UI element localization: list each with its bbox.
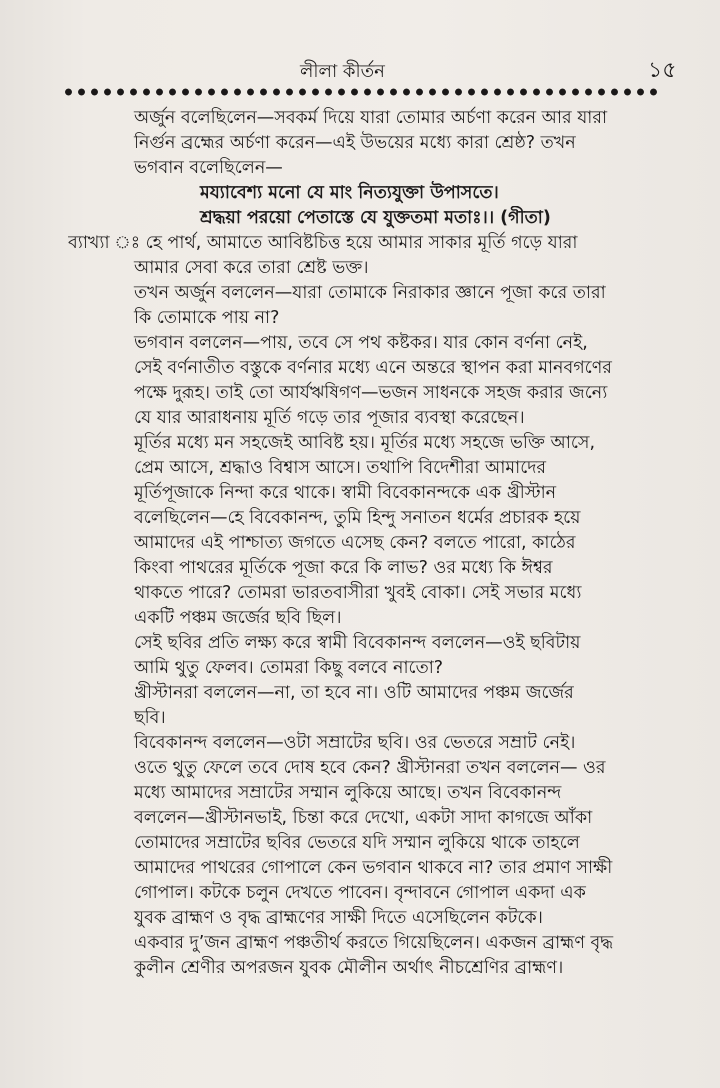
text-line: সেই ছবির প্রতি লক্ষ্য করে স্বামী বিবেকানন্দ বললেন—ওই ছবিটায় xyxy=(134,633,581,653)
text-line: থাকতে পারে? তোমরা ভারতবাসীরা খুবই বোকা। সেই সভার মধ্যে xyxy=(134,583,582,603)
text-line: যুবক ব্রাহ্মণ ও বৃদ্ধ ব্রাহ্মণের সাক্ষী দিতে এসেছিলেন কটকে। xyxy=(134,908,543,928)
text-line: একবার দু’জন ব্রাহ্মণ পঞ্চতীর্থ করতে গিয়েছিলেন। একজন ব্রাহ্মণ বৃদ্ধ xyxy=(134,933,614,953)
text-line: তখন অর্জুন বললেন—যারা তোমাকে নিরাকার জ্ঞানে পূজা করে তারা xyxy=(134,283,606,303)
text-line: ব্যাখ্যা ঃ হে পার্থ, আমাতে আবিষ্টচিত্ত হয়ে আমার সাকার মূর্তি গড়ে যারা xyxy=(68,233,578,253)
running-title: লীলা কীর্তন xyxy=(300,61,385,82)
text-line: বললেন—খ্রীস্টানভাই, চিন্তা করে দেখো, একটা সাদা কাগজে আঁকা xyxy=(134,808,593,828)
text-line: আমাদের পাথরের গোপালে কেন ভগবান থাকবে না? তার প্রমাণ সাক্ষী xyxy=(134,858,613,878)
verse-line: শ্রদ্ধয়া পরয়ো পেতাস্তে যে যুক্ততমা মতাঃ।। (গীতা) xyxy=(200,208,551,228)
dotted-divider xyxy=(62,86,660,98)
body-text xyxy=(68,106,662,981)
text-line: পক্ষে দুরূহ। তাই তো আর্যঋষিগণ—ভজন সাধনকে সহজ করার জন্যে xyxy=(134,383,608,403)
text-line: কুলীন শ্রেণীর অপরজন যুবক মৌলীন অর্থাৎ নীচশ্রেণির ব্রাহ্মণ। xyxy=(134,958,564,978)
text-line: কিংবা পাথরের মূর্তিকে পূজা করে কি লাভ? ওর মধ্যে কি ঈশ্বর xyxy=(134,558,553,578)
text-line: একটি পঞ্চম জর্জের ছবি ছিল। xyxy=(134,608,342,628)
text-line: প্রেম আসে, শ্রদ্ধাও বিশ্বাস আসে। তথাপি বিদেশীরা আমাদের xyxy=(134,458,547,478)
text-line: নির্গুন ব্রহ্মের অর্চণা করেন—এই উভয়ের মধ্যে কারা শ্রেষ্ঠ? তখন xyxy=(134,133,576,153)
verse-line: ময্যাবেশ্য মনো যে মাং নিত্যযুক্তা উপাসতে। xyxy=(200,183,499,203)
text-line: অর্জুন বলেছিলেন—সবকর্ম দিয়ে যারা তোমার অর্চণা করেন আর যারা xyxy=(134,108,608,128)
text-line: তোমাদের সম্রাটের ছবির ভেতরে যদি সম্মান লুকিয়ে থাকে তাহলে xyxy=(134,833,580,853)
text-line: বিবেকানন্দ বললেন—ওটা সম্রাটের ছবি। ওর ভেতরে সম্রাট নেই। xyxy=(134,733,576,753)
page-number: ১৫ xyxy=(648,58,677,83)
text-line: আমার সেবা করে তারা শ্রেষ্ট ভক্ত। xyxy=(134,258,369,278)
text-line: আমি থুতু ফেলব। তোমরা কিছু বলবে নাতো? xyxy=(134,658,444,678)
text-line: কি তোমাকে পায় না? xyxy=(134,308,280,328)
text-line: গোপাল। কটকে চলুন দেখতে পাবেন। বৃন্দাবনে গোপাল একদা এক xyxy=(134,883,586,903)
text-line: মধ্যে আমাদের সম্রাটের সম্মান লুকিয়ে আছে। তখন বিবেকানন্দ xyxy=(134,783,562,803)
text-line: যে যার আরাধনায় মূর্তি গড়ে তার পূজার ব্যবস্থা করেছেন। xyxy=(134,408,525,428)
text-line: সেই বর্ণনাতীত বস্তুকে বর্ণনার মধ্যে এনে অন্তরে স্থাপন করা মানবগণের xyxy=(134,358,612,378)
text-line: মূর্তিপূজাকে নিন্দা করে থাকে। স্বামী বিবেকানন্দকে এক খ্রীস্টান xyxy=(134,483,557,503)
text-line: ভগবান বললেন—পায়, তবে সে পথ কষ্টকর। যার কোন বর্ণনা নেই, xyxy=(134,333,588,353)
text-line: ভগবান বলেছিলেন— xyxy=(134,158,283,178)
text-line: মূর্তির মধ্যে মন সহজেই আবিষ্ট হয়। মূর্তির মধ্যে সহজে ভক্তি আসে, xyxy=(134,433,596,453)
text-line: বলেছিলেন—হে বিবেকানন্দ, তুমি হিন্দু সনাতন ধর্মের প্রচারক হয়ে xyxy=(134,508,581,528)
text-line: আমাদের এই পাশ্চাত্য জগতে এসেছ কেন? বলতে পারো, কাঠের xyxy=(134,533,576,553)
text-line: খ্রীস্টানরা বললেন—না, তা হবে না। ওটি আমাদের পঞ্চম জর্জের xyxy=(134,683,574,703)
text-line: ছবি। xyxy=(134,708,166,728)
page-header xyxy=(0,60,720,88)
text-line: ওতে থুতু ফেলে তবে দোষ হবে কেন? খ্রীস্টানরা তখন বললেন— ওর xyxy=(134,758,606,778)
